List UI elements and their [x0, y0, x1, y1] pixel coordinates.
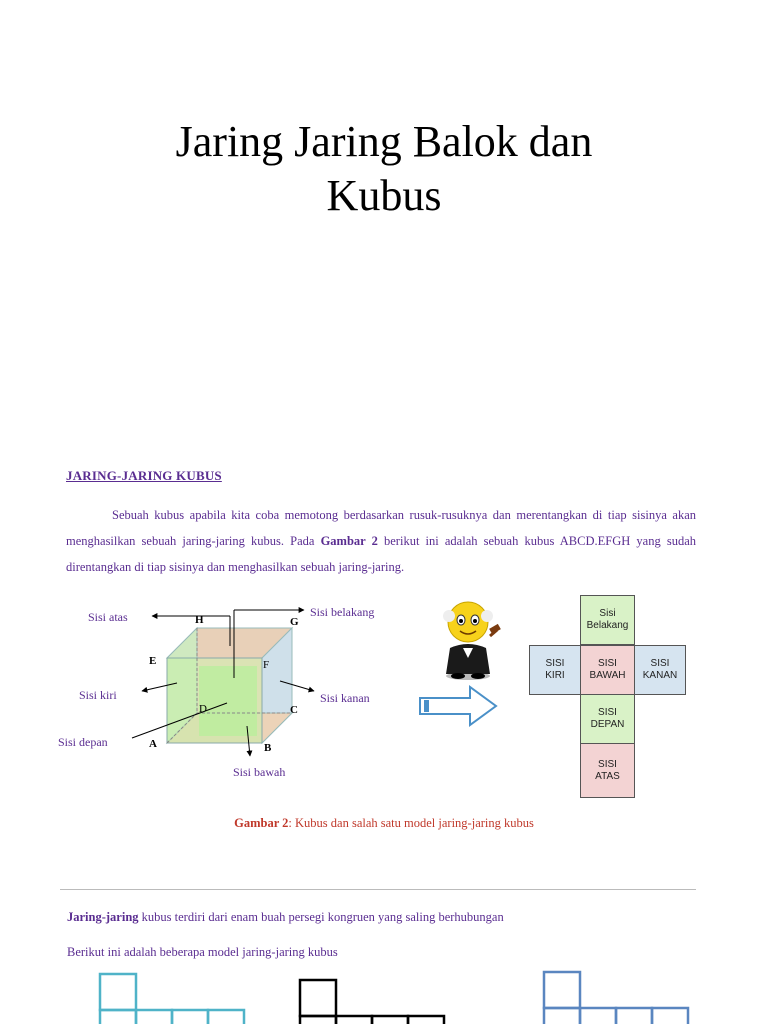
doc-paragraph-part-1: Sebuah kubus apabila kita coba memotong berdasarkan rusuk-rusuknya dan merentangkan di tiap sisinya akan menghasilkan sebuah jaring-jaring kubus. Pada — [66, 508, 696, 548]
doc-paragraph-figure-ref: Gambar 2 — [320, 534, 378, 548]
label-sisi-bawah: Sisi bawah — [233, 765, 286, 779]
vertex-h: H — [195, 614, 204, 626]
doc-heading: JARING-JARING KUBUS — [66, 468, 222, 483]
vertex-c: C — [290, 704, 298, 716]
label-sisi-depan: Sisi depan — [58, 735, 108, 749]
section2-line-1-text: kubus terdiri dari enam buah persegi kongruen yang saling berhubungan — [138, 910, 504, 924]
slide-title — [0, 115, 768, 223]
label-sisi-belakang: Sisi belakang — [310, 605, 375, 619]
net-models-preview — [0, 966, 768, 1024]
judge-mascot-icon — [432, 596, 508, 682]
net-model-2 — [300, 980, 444, 1024]
label-sisi-kiri: Sisi kiri — [79, 688, 117, 702]
net-cell-right: SISI KANAN — [634, 645, 686, 695]
document-image — [52, 448, 716, 840]
section2-line-2: Berikut ini adalah beberapa model jaring-jaring kubus — [67, 945, 338, 959]
net-cell-left: SISI KIRI — [529, 645, 581, 695]
slide-title-line-1: Jaring Jaring Balok dan — [175, 117, 593, 166]
caption-figure-ref: Gambar 2 — [234, 816, 289, 830]
label-sisi-atas: Sisi atas — [88, 610, 128, 624]
net-cell-back: Sisi Belakang — [580, 595, 635, 645]
vertex-b: B — [264, 742, 272, 754]
net-cell-bottom: SISI BAWAH — [580, 645, 635, 695]
label-sisi-kanan: Sisi kanan — [320, 691, 370, 705]
big-right-arrow-icon — [418, 684, 500, 728]
vertex-d: D — [199, 703, 207, 715]
vertex-a: A — [149, 738, 157, 750]
doc-paragraph — [66, 502, 696, 580]
section2-line-1 — [67, 910, 707, 925]
cube-inner-square — [199, 666, 257, 736]
divider-line — [60, 889, 696, 890]
vertex-e: E — [149, 655, 157, 667]
net-cell-top: SISI ATAS — [580, 743, 635, 798]
net-cell-front: SISI DEPAN — [580, 694, 635, 744]
net-model-1 — [100, 974, 244, 1024]
net-model-3 — [544, 972, 688, 1024]
doc-paragraph-part-3: berikut ini adalah sebuah kubus ABCD.EFGH yang sudah direntangkan di tiap sisinya dan menghasilkan sebuah jaring-jaring. — [66, 534, 696, 574]
figure-caption — [52, 816, 716, 831]
vertex-g: G — [290, 616, 299, 628]
slide-title-line-2: Kubus — [326, 171, 442, 220]
vertex-f: F — [263, 659, 270, 671]
caption-text: : Kubus dan salah satu model jaring-jaring kubus — [288, 816, 534, 830]
section2-bold-term: Jaring-jaring — [67, 910, 139, 924]
